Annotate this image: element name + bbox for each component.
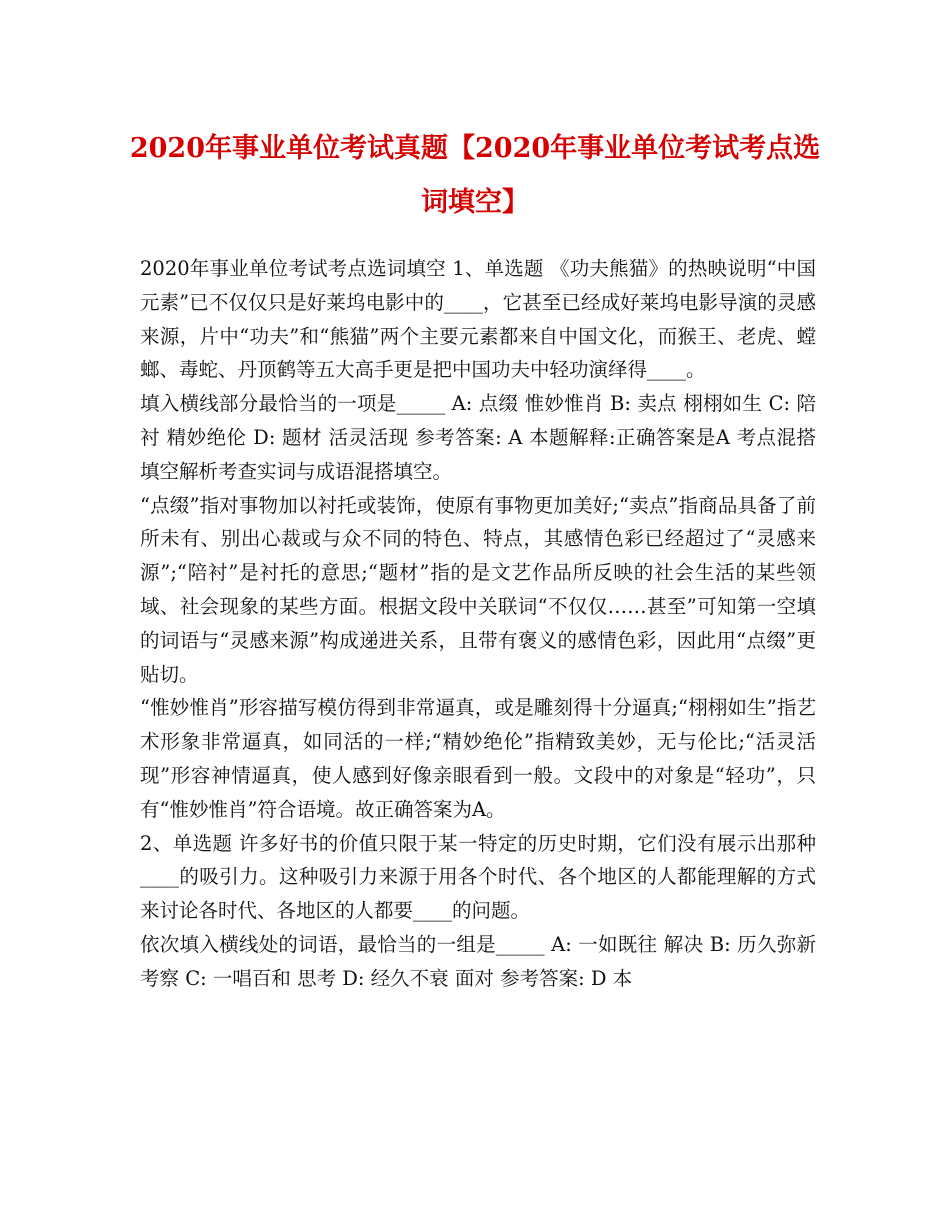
paragraph-options-2: 依次填入横线处的词语，最恰当的一组是_____ A: 一如既往 解决 B: 历久弥新 考察 C: 一唱百和 思考 D: 经久不衰 面对 参考答案: D 本 — [140, 932, 816, 990]
paragraph-question-2: 2、单选题 许多好书的价值只限于某一特定的历史时期，它们没有展示出那种____的吸引力。这种吸引力来源于用各个时代、各个地区的人都能理解的方式来讨论各时代、各地区的人都要____的问题。 — [140, 831, 816, 923]
paragraph-explanation-1a: “点缀”指对事物加以衬托或装饰，使原有事物更加美好;“卖点”指商品具备了前所未有、别出心裁或与众不同的特色、特点，其感情色彩已经超过了“灵感来源”;“陪衬”是衬托的意思;“题材”指的是文艺作品所反映的社会生活的某些领域、社会现象的某些方面。根据文段中关联词“不仅仅……甚至”可知第一空填的词语与“灵感来源”构成递进关系，且带有褒义的感情色彩，因此用“点缀”更贴切。 — [140, 493, 816, 686]
document-title: 2020年事业单位考试真题【2020年事业单位考试考点选词填空】 — [129, 133, 821, 218]
paragraph-explanation-1b: “惟妙惟肖”形容描写模仿得到非常逼真，或是雕刻得十分逼真;“栩栩如生”指艺术形象非常逼真，如同活的一样;“精妙绝伦”指精致美妙，无与伦比;“活灵活现”形容神情逼真，使人感到好像亲眼看到一般。文段中的对象是“轻功”，只有“惟妙惟肖”符合语境。故正确答案为A。 — [140, 696, 816, 821]
document-body — [140, 252, 816, 996]
paragraph-question-1: 2020年事业单位考试考点选词填空 1、单选题 《功夫熊猫》的热映说明“中国元素”已不仅仅只是好莱坞电影中的____，它甚至已经成好莱坞电影导演的灵感来源，片中“功夫”和“熊猫”两个主要元素都来自中国文化，而猴王、老虎、螳螂、毒蛇、丹顶鹤等五大高手更是把中国功夫中轻功演绎得____。 — [140, 257, 816, 382]
paragraph-options-1: 填入横线部分最恰当的一项是_____ A: 点缀 惟妙惟肖 B: 卖点 栩栩如生 C: 陪衬 精妙绝伦 D: 题材 活灵活现 参考答案: A 本题解释:正确答案是A 考点混搭填空解析考查实词与成语混搭填空。 — [140, 392, 816, 483]
